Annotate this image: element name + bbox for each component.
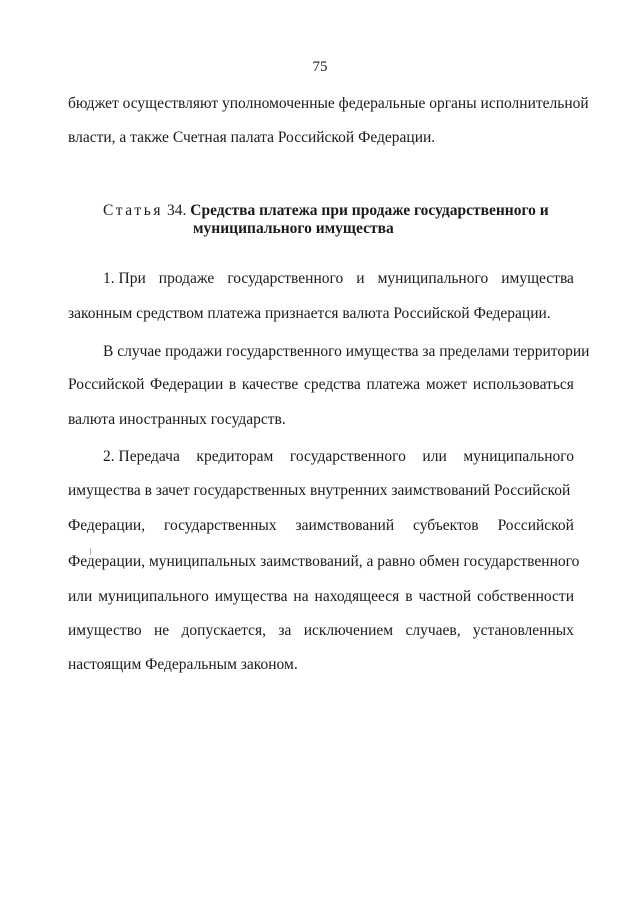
page-number: 75	[312, 59, 328, 75]
word: муниципального	[98, 588, 209, 605]
word: может	[425, 376, 468, 393]
paragraph-3-line-1	[103, 446, 574, 468]
word: кредиторам	[196, 448, 274, 465]
word: качестве	[241, 376, 299, 393]
paragraph-3-line-4: Федерации, муниципальных заимствований, а равно обмен государственного	[68, 553, 580, 570]
word: средства	[303, 376, 361, 393]
word: 1. При	[103, 270, 146, 287]
intro-line-1: бюджет осуществляют уполномоченные федеральные органы исполнительной	[68, 95, 589, 112]
word: Федерации	[150, 376, 224, 393]
paragraph-2-line-1: В случае продажи государственного имущества за пределами территории	[103, 343, 590, 360]
word: заимствований	[295, 517, 395, 534]
word: государственных	[164, 517, 277, 534]
article-title-line-1: Средства платежа при продаже государственного и	[190, 202, 549, 219]
word: собственности	[477, 588, 574, 605]
word: имущества	[214, 588, 288, 605]
word: продаже	[158, 270, 215, 287]
paragraph-1-line-1	[103, 268, 574, 290]
word: Федерации,	[68, 517, 146, 534]
paragraph-3-line-5	[68, 586, 574, 608]
article-number: 34.	[167, 202, 187, 219]
word: Российской	[68, 376, 145, 393]
paragraph-3-line-6	[68, 620, 574, 642]
word: государственного	[289, 448, 406, 465]
word: в	[228, 376, 237, 393]
word: случаев,	[405, 622, 461, 639]
word: или	[68, 588, 93, 605]
word: допускается,	[181, 622, 267, 639]
word: исключением	[303, 622, 394, 639]
word: 2. Передача	[103, 448, 180, 465]
word: субъектов	[413, 517, 479, 534]
word: и	[356, 270, 365, 287]
paragraph-2-line-2	[68, 374, 574, 396]
word: государственного	[227, 270, 344, 287]
word: или	[422, 448, 447, 465]
word: установленных	[472, 622, 574, 639]
word: муниципального	[377, 270, 489, 287]
word: платежа	[366, 376, 421, 393]
paragraph-2-line-3: валюта иностранных государств.	[68, 411, 286, 428]
article-word: Статья	[103, 202, 164, 219]
paragraph-3-line-3	[68, 515, 574, 537]
word: в	[405, 588, 413, 605]
word: за	[278, 622, 292, 639]
article-title-line-2: муниципального имущества	[193, 220, 394, 237]
paragraph-1-line-2: законным средством платежа признается валюта Российской Федерации.	[68, 305, 551, 322]
word: муниципального	[463, 448, 574, 465]
paragraph-3-line-7: настоящим Федеральным законом.	[68, 656, 298, 673]
word: частной	[418, 588, 472, 605]
intro-line-2: власти, а также Счетная палата Российской Федерации.	[68, 129, 436, 146]
word: использоваться	[472, 376, 574, 393]
word: на	[293, 588, 309, 605]
word: не	[154, 622, 170, 639]
paragraph-3-line-2: имущества в зачет государственных внутренних заимствований Российской	[68, 482, 571, 499]
word: имущество	[68, 622, 142, 639]
word: Российской	[497, 517, 574, 534]
word: имущества	[501, 270, 574, 287]
word: находящееся	[314, 588, 400, 605]
